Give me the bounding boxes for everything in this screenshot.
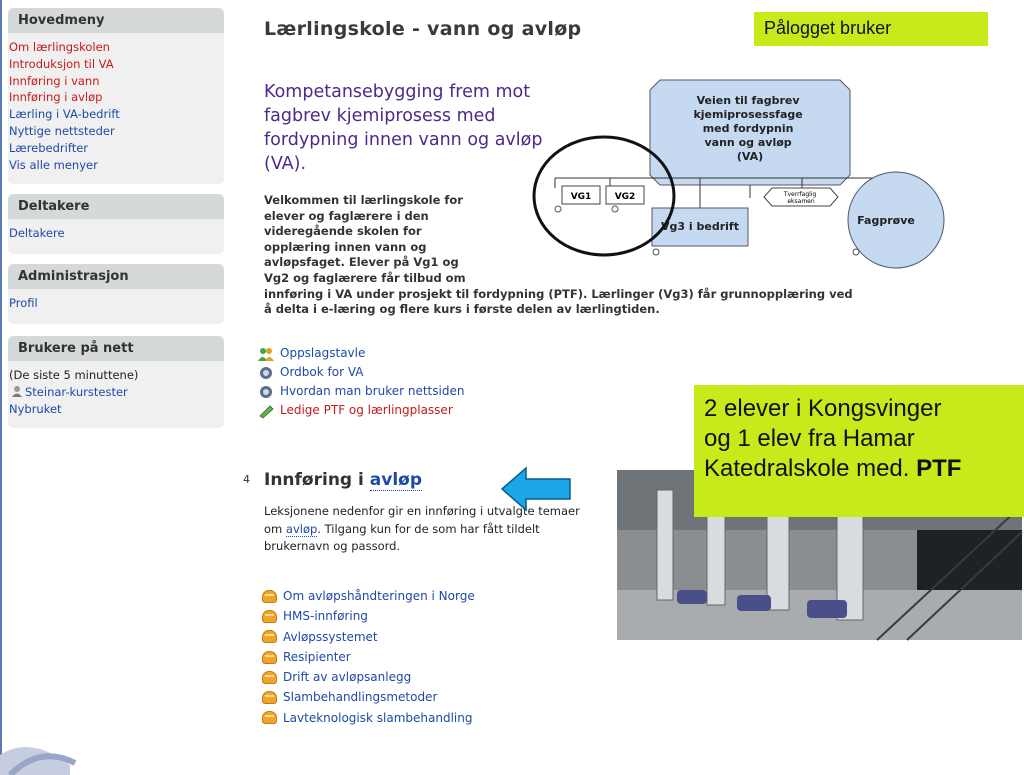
intro-line: opplæring innen vann og bbox=[264, 239, 427, 254]
page-title: Lærlingskole - vann og avløp bbox=[264, 18, 582, 40]
diagram-top-line: med fordypnin bbox=[702, 122, 794, 135]
user-avatar-icon bbox=[11, 385, 23, 397]
diagram-top-line: (VA) bbox=[736, 150, 764, 163]
lesson-label: HMS-innføring bbox=[283, 609, 368, 624]
diagram-vg1-label: VG1 bbox=[570, 192, 592, 202]
admin-title: Administrasjon bbox=[8, 264, 224, 289]
callout-line-last bbox=[704, 454, 1024, 484]
callout-text: Katedralskole med. bbox=[704, 455, 910, 482]
online-users-block bbox=[8, 336, 224, 428]
lesson-label: Resipienter bbox=[283, 649, 351, 664]
link-label: Ordbok for VA bbox=[280, 365, 364, 379]
lesson-icon bbox=[262, 671, 277, 684]
lesson-item[interactable] bbox=[262, 687, 475, 707]
profile-link[interactable]: Profil bbox=[9, 296, 38, 310]
diagram-final-label: Fagprøve bbox=[857, 214, 915, 227]
online-user-row[interactable] bbox=[9, 384, 224, 401]
lesson-icon bbox=[262, 630, 277, 643]
menu-item-companies[interactable]: Lærebedrifter bbox=[9, 140, 89, 155]
callout-bold: PTF bbox=[916, 455, 962, 482]
callout-box bbox=[694, 385, 1024, 517]
intro-line: å delta i e-læring og flere kurs i første delen av lærlingtiden. bbox=[264, 302, 660, 317]
participants-title: Deltakere bbox=[8, 194, 224, 219]
diagram-top-line: Veien til fagbrev bbox=[696, 94, 800, 107]
main-menu-title: Hovedmeny bbox=[8, 8, 224, 33]
glossary-icon bbox=[258, 366, 274, 380]
online-users-note: (De siste 5 minuttene) bbox=[9, 368, 139, 382]
section-number: 4 bbox=[243, 473, 250, 486]
section-desc-text: Leksjonene nedenfor gir en innføring i utvalgte temaer om bbox=[264, 504, 580, 536]
intro-line: elever og faglærere i den bbox=[264, 208, 429, 223]
intro-line: innføring i VA under prosjekt til fordypning (PTF). Lærlinger (Vg3) får grunnopplæring ved bbox=[264, 286, 853, 301]
admin-block bbox=[8, 264, 224, 324]
glossary-icon bbox=[258, 385, 274, 399]
diagram-top-line: kjemiprosessfage bbox=[693, 108, 803, 121]
link-glossary[interactable] bbox=[258, 363, 464, 382]
participants-block bbox=[8, 194, 224, 254]
menu-item-water[interactable]: Innføring i vann bbox=[9, 73, 100, 88]
intro-line: Velkommen til lærlingskole for bbox=[264, 193, 463, 207]
lesson-label: Om avløpshåndteringen i Norge bbox=[283, 589, 475, 603]
diagram-vg2-label: VG2 bbox=[614, 192, 636, 202]
logo-swoosh bbox=[0, 735, 80, 775]
lesson-label: Drift av avløpsanlegg bbox=[283, 670, 412, 685]
lesson-icon bbox=[262, 610, 277, 623]
intro-heading: Kompetansebygging frem mot fagbrev kjemiprosess med fordypning innen vann og avløp (VA). bbox=[264, 82, 543, 174]
lesson-label: Slambehandlingsmetoder bbox=[283, 690, 438, 705]
lesson-item[interactable] bbox=[262, 586, 475, 606]
menu-item-show-all[interactable]: Vis alle menyer bbox=[9, 157, 98, 172]
lesson-icon bbox=[262, 651, 277, 664]
link-label: Ledige PTF og lærlingplasser bbox=[280, 403, 453, 417]
lesson-icon bbox=[262, 711, 277, 724]
diagram-exam-line: eksamen bbox=[787, 198, 815, 205]
logged-in-badge: Pålogget bruker bbox=[754, 12, 988, 46]
intro-line: Vg2 og faglærere får tilbud om bbox=[264, 270, 466, 285]
section-title-prefix: Innføring i bbox=[264, 470, 364, 490]
career-path-diagram bbox=[520, 80, 915, 275]
highlight-ellipse bbox=[534, 137, 674, 255]
link-how-to[interactable] bbox=[258, 382, 464, 401]
menu-item-apprentice[interactable]: Lærling i VA-bedrift bbox=[9, 107, 120, 122]
menu-item-about[interactable]: Om lærlingskolen bbox=[9, 40, 110, 54]
online-users-title: Brukere på nett bbox=[8, 336, 224, 361]
blue-arrow-left-icon bbox=[500, 466, 572, 512]
callout-line: 2 elever i Kongsvinger bbox=[704, 395, 942, 422]
main-menu-block bbox=[8, 8, 224, 184]
svg-text:Tverrfaglig eksamen bbox=[783, 191, 818, 205]
lesson-icon bbox=[262, 691, 277, 704]
pencil-icon bbox=[258, 404, 274, 418]
lesson-list bbox=[262, 586, 475, 728]
lesson-item[interactable] bbox=[262, 627, 475, 647]
section-title-keyword[interactable]: avløp bbox=[369, 470, 422, 490]
section-desc-text: . Tilgang kun for de som har fått tildelt brukernavn og passord. bbox=[264, 521, 540, 553]
callout-line: og 1 elev fra Hamar bbox=[704, 425, 915, 452]
lesson-item[interactable] bbox=[262, 667, 475, 687]
lesson-icon bbox=[262, 590, 277, 603]
link-bulletin-board[interactable] bbox=[258, 344, 464, 363]
section-desc-keyword[interactable]: avløp bbox=[285, 521, 318, 536]
participants-link[interactable]: Deltakere bbox=[9, 226, 65, 240]
newest-user-link[interactable]: Nybruket bbox=[9, 401, 62, 416]
lesson-item[interactable] bbox=[262, 647, 475, 667]
online-user-name: Steinar-kurstester bbox=[25, 384, 128, 399]
link-vacancies[interactable] bbox=[258, 401, 464, 420]
lesson-label: Avløpssystemet bbox=[283, 629, 378, 644]
resource-links bbox=[258, 344, 464, 420]
intro-line: videregående skolen for bbox=[264, 224, 422, 239]
lesson-item[interactable] bbox=[262, 606, 475, 626]
menu-item-useful-sites[interactable]: Nyttige nettsteder bbox=[9, 123, 115, 138]
menu-item-wastewater[interactable]: Innføring i avløp bbox=[9, 90, 103, 105]
intro-line: avløpsfaget. Elever på Vg1 og bbox=[264, 255, 459, 270]
diagram-vg3-label: Vg3 i bedrift bbox=[661, 220, 739, 233]
diagram-top-line: vann og avløp bbox=[704, 136, 792, 149]
link-label: Oppslagstavle bbox=[280, 346, 366, 360]
lesson-item[interactable] bbox=[262, 708, 475, 728]
people-icon bbox=[258, 347, 274, 361]
section-title bbox=[264, 470, 422, 490]
lesson-label: Lavteknologisk slambehandling bbox=[283, 710, 473, 725]
link-label: Hvordan man bruker nettsiden bbox=[280, 384, 465, 398]
diagram-exam-line: Tverrfaglig bbox=[783, 191, 817, 198]
left-edge-decoration bbox=[0, 0, 2, 768]
menu-item-intro-va[interactable]: Introduksjon til VA bbox=[9, 56, 114, 71]
